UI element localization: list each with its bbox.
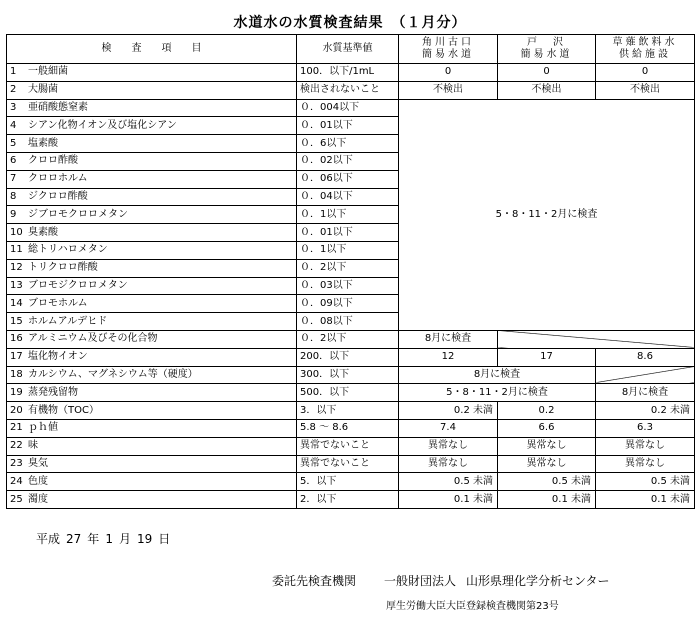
item-number: 9: [10, 208, 17, 220]
value-cell-col1: 0.1 未満: [399, 491, 498, 509]
value-cell-col2: 6.6: [498, 419, 596, 437]
item-name-cell: [7, 277, 297, 295]
item-name-cell: [7, 313, 297, 331]
table-row: [7, 384, 695, 402]
item-number: 5: [10, 137, 17, 149]
standard-cell: ０．6以下: [297, 135, 399, 153]
item-name: 味: [28, 440, 38, 452]
table-row: [7, 455, 695, 473]
item-number: 14: [10, 297, 23, 309]
item-name: 亜硝酸態窒素: [28, 101, 88, 113]
item-number: 7: [10, 173, 17, 185]
schedule-cell: 5・8・11・2月に検査: [399, 384, 596, 402]
table-row: [7, 81, 695, 99]
standard-cell: ０．01以下: [297, 117, 399, 135]
standard-cell: 2．以下: [297, 491, 399, 509]
standard-cell: 100．以下/1mL: [297, 64, 399, 82]
table-body: [7, 64, 695, 509]
item-name-cell: [7, 437, 297, 455]
table-row: [7, 491, 695, 509]
table-row: [7, 99, 695, 117]
item-name-cell: [7, 81, 297, 99]
standard-cell: 5．以下: [297, 473, 399, 491]
value-cell-col3: 0: [596, 64, 695, 82]
item-name: ジブロモクロロメタン: [28, 208, 128, 220]
item-number: 6: [10, 155, 17, 167]
value-cell-col3: 異常なし: [596, 437, 695, 455]
standard-cell: 300．以下: [297, 366, 399, 384]
value-cell-col3: 0.1 未満: [596, 491, 695, 509]
item-number: 12: [10, 262, 23, 274]
item-name: 大腸菌: [28, 84, 58, 96]
results-table: [6, 34, 695, 509]
item-name-cell: [7, 402, 297, 420]
item-number: 2: [10, 84, 17, 96]
value-cell-col2: 0.5 未満: [498, 473, 596, 491]
standard-cell: ０．01以下: [297, 224, 399, 242]
item-number: 20: [10, 404, 23, 416]
item-name-cell: [7, 348, 297, 366]
value-cell-col1: 0.5 未満: [399, 473, 498, 491]
item-number: 19: [10, 386, 23, 398]
item-name: ブロモジクロロメタン: [28, 279, 128, 291]
institution: [272, 572, 610, 589]
registration-number: 厚生労働大臣大臣登録検査機関第23号: [386, 601, 559, 612]
item-number: 13: [10, 279, 23, 291]
value-cell-col3: 異常なし: [596, 455, 695, 473]
report-date: 平成 27 年 1 月 19 日: [36, 532, 171, 546]
not-applicable-cell: [596, 366, 695, 384]
item-number: 11: [10, 244, 23, 256]
item-name: ｐｈ値: [28, 422, 58, 434]
item-name: クロロホルム: [28, 173, 88, 185]
item-name: ホルムアルデヒド: [28, 315, 108, 327]
item-name-cell: [7, 206, 297, 224]
schedule-cell: 8月に検査: [596, 384, 695, 402]
item-name: 蒸発残留物: [28, 386, 78, 398]
header-item: 検 査 項 目: [7, 35, 297, 64]
standard-cell: ０．09以下: [297, 295, 399, 313]
table-row: [7, 330, 695, 348]
value-cell-col1: 不検出: [399, 81, 498, 99]
value-cell-col2: 異常なし: [498, 437, 596, 455]
item-name-cell: [7, 419, 297, 437]
value-cell-col2: 0: [498, 64, 596, 82]
standard-cell: ０．04以下: [297, 188, 399, 206]
merged-schedule-cell: 5・8・11・2月に検査: [399, 99, 695, 330]
item-name: 有機物（TOC）: [28, 404, 99, 416]
schedule-cell: 8月に検査: [399, 330, 498, 348]
item-name-cell: [7, 455, 297, 473]
value-cell-col1: 異常なし: [399, 437, 498, 455]
value-cell-col1: 0: [399, 64, 498, 82]
item-name: クロロ酢酸: [28, 155, 78, 167]
item-name-cell: [7, 259, 297, 277]
item-number: 23: [10, 457, 23, 469]
standard-cell: 異常でないこと: [297, 437, 399, 455]
item-number: 4: [10, 119, 17, 131]
value-cell-col1: 異常なし: [399, 455, 498, 473]
standard-cell: 500．以下: [297, 384, 399, 402]
standard-cell: ０．2以下: [297, 259, 399, 277]
table-row: [7, 348, 695, 366]
item-number: 15: [10, 315, 23, 327]
standard-cell: 200．以下: [297, 348, 399, 366]
value-cell-col1: 7.4: [399, 419, 498, 437]
value-cell-col2: 異常なし: [498, 455, 596, 473]
standard-cell: ０．02以下: [297, 152, 399, 170]
item-name-cell: [7, 491, 297, 509]
item-name: 総トリハロメタン: [28, 244, 108, 256]
header-col3: 草薙飲料水 供給施設: [596, 35, 695, 64]
standard-cell: 3．以下: [297, 402, 399, 420]
item-number: 3: [10, 101, 17, 113]
value-cell-col3: 0.2 未満: [596, 402, 695, 420]
table-row: [7, 402, 695, 420]
table-header: [7, 35, 695, 64]
item-name: トリクロロ酢酸: [28, 262, 98, 274]
item-name: 濁度: [28, 493, 48, 505]
table-row: [7, 437, 695, 455]
item-name: 臭気: [28, 457, 48, 469]
table-row: [7, 366, 695, 384]
value-cell-col2: 0.2: [498, 402, 596, 420]
standard-cell: ０．2以下: [297, 330, 399, 348]
item-name: 臭素酸: [28, 226, 58, 238]
header-col2: 戸 沢 簡易水道: [498, 35, 596, 64]
item-name-cell: [7, 99, 297, 117]
item-name: シアン化物イオン及び塩化シアン: [28, 119, 177, 131]
item-name-cell: [7, 330, 297, 348]
value-cell-col2: 0.1 未満: [498, 491, 596, 509]
value-cell-col3: 不検出: [596, 81, 695, 99]
item-number: 8: [10, 190, 17, 202]
item-name: アルミニウム及びその化合物: [28, 333, 158, 345]
item-number: 21: [10, 422, 23, 434]
item-number: 22: [10, 440, 23, 452]
item-name: 色度: [28, 475, 48, 487]
item-name-cell: [7, 170, 297, 188]
item-number: 16: [10, 333, 23, 345]
institution-name: 山形県理化学分析センター: [466, 574, 610, 588]
not-applicable-cell: [498, 330, 695, 348]
standard-cell: 異常でないこと: [297, 455, 399, 473]
item-name-cell: [7, 295, 297, 313]
item-name-cell: [7, 117, 297, 135]
value-cell-col2: 17: [498, 348, 596, 366]
standard-cell: ０．06以下: [297, 170, 399, 188]
item-name-cell: [7, 64, 297, 82]
standard-cell: ０．1以下: [297, 206, 399, 224]
item-name: 塩素酸: [28, 137, 58, 149]
standard-cell: ０．1以下: [297, 241, 399, 259]
value-cell-col1: 12: [399, 348, 498, 366]
standard-cell: ０．03以下: [297, 277, 399, 295]
institution-label: 委託先検査機関: [272, 574, 357, 588]
item-number: 17: [10, 351, 23, 363]
item-name: 塩化物イオン: [28, 351, 88, 363]
item-name-cell: [7, 366, 297, 384]
item-name-cell: [7, 152, 297, 170]
header-standard: 水質基準値: [297, 35, 399, 64]
standard-cell: 検出されないこと: [297, 81, 399, 99]
table-row: [7, 419, 695, 437]
item-number: 10: [10, 226, 23, 238]
schedule-cell: 8月に検査: [399, 366, 596, 384]
item-number: 25: [10, 493, 23, 505]
item-name-cell: [7, 135, 297, 153]
item-number: 1: [10, 66, 17, 78]
item-name-cell: [7, 224, 297, 242]
standard-cell: ０．08以下: [297, 313, 399, 331]
standard-cell: 5.8 ～ 8.6: [297, 419, 399, 437]
institution-org: 一般財団法人: [384, 574, 457, 588]
value-cell-col3: 0.5 未満: [596, 473, 695, 491]
page-title: 水道水の水質検査結果 （１月分）: [233, 15, 467, 31]
header-col1: 角川古口 簡易水道: [399, 35, 498, 64]
item-number: 18: [10, 368, 23, 380]
item-name-cell: [7, 241, 297, 259]
value-cell-col2: 不検出: [498, 81, 596, 99]
value-cell-col3: 6.3: [596, 419, 695, 437]
item-name-cell: [7, 188, 297, 206]
standard-cell: ０．004以下: [297, 99, 399, 117]
item-name-cell: [7, 384, 297, 402]
item-name: カルシウム、マグネシウム等（硬度）: [28, 368, 198, 380]
item-name: 一般細菌: [28, 66, 68, 78]
item-name: ジクロロ酢酸: [28, 190, 88, 202]
value-cell-col3: 8.6: [596, 348, 695, 366]
table-row: [7, 64, 695, 82]
value-cell-col1: 0.2 未満: [399, 402, 498, 420]
item-name: ブロモホルム: [28, 297, 88, 309]
item-number: 24: [10, 475, 23, 487]
table-row: [7, 473, 695, 491]
item-name-cell: [7, 473, 297, 491]
